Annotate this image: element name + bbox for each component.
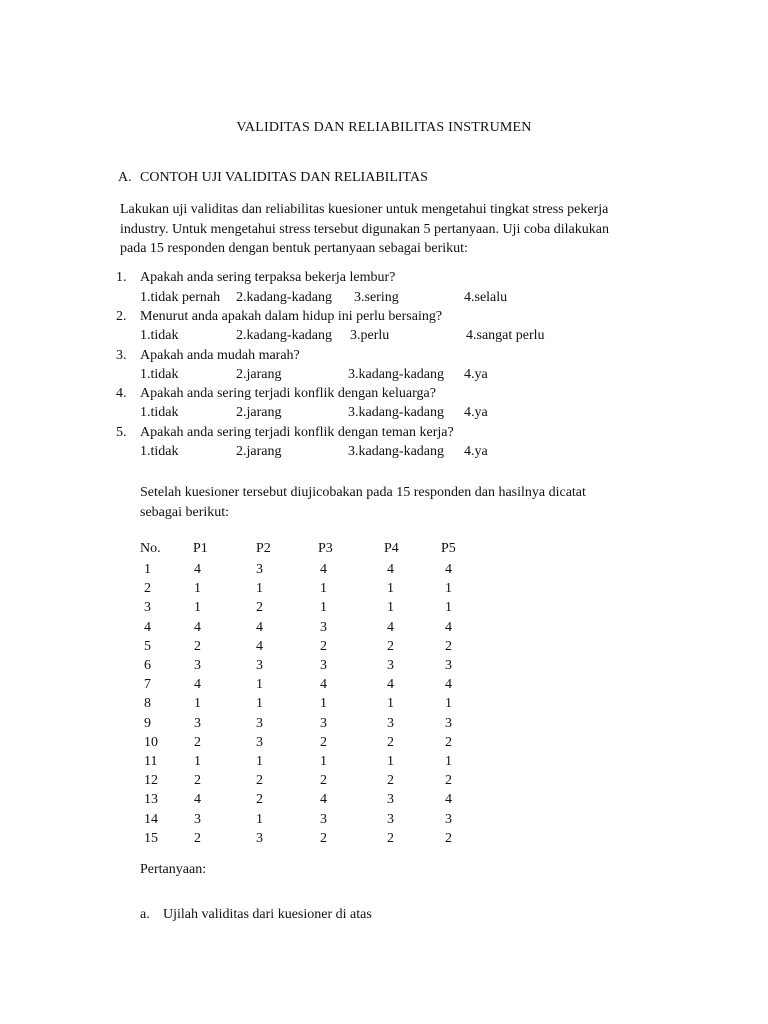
table-header-cell: P1: [193, 541, 208, 556]
question-text: Apakah anda sering terpaksa bekerja lembur?: [140, 270, 396, 285]
table-cell: 3: [320, 811, 327, 827]
table-cell: 4: [445, 792, 452, 808]
table-cell: 3: [194, 811, 201, 827]
table-cell: 3: [320, 619, 327, 635]
answer-option: 1.tidak: [140, 405, 179, 420]
answer-option: 3.kadang-kadang: [348, 444, 445, 459]
table-cell: 1: [256, 696, 263, 712]
question-item-letter: a.: [140, 907, 150, 922]
answer-option: 2.kadang-kadang: [236, 290, 333, 305]
table-cell: 4: [387, 562, 394, 577]
table-row-number: 12: [144, 773, 158, 789]
table-cell: 1: [387, 581, 394, 597]
table-cell: 3: [320, 658, 327, 673]
question-number: 2.: [116, 309, 127, 324]
table-cell: 4: [194, 792, 201, 808]
intro-line: Lakukan uji validitas dan reliabilitas kuesioner untuk mengetahui tingkat stress pekerja: [120, 202, 609, 217]
table-cell: 3: [256, 562, 263, 577]
question-text: Apakah anda sering terjadi konflik dengan teman kerja?: [140, 425, 454, 440]
table-cell: 3: [194, 715, 201, 731]
table-cell: 2: [320, 638, 327, 654]
table-cell: 4: [256, 638, 263, 654]
table-cell: 4: [445, 562, 452, 577]
table-cell: 3: [256, 715, 263, 731]
answer-option: 1.tidak: [140, 444, 179, 459]
table-row-number: 8: [144, 696, 151, 712]
question-text: Apakah anda sering terjadi konflik dengan keluarga?: [140, 386, 436, 401]
table-header-cell: P2: [256, 541, 271, 556]
table-cell: 1: [256, 754, 263, 769]
table-row-number: 6: [144, 658, 151, 673]
table-cell: 4: [194, 619, 201, 635]
table-cell: 4: [445, 619, 452, 635]
table-cell: 3: [194, 658, 201, 673]
table-cell: 4: [194, 562, 201, 577]
table-row-number: 13: [144, 792, 158, 808]
table-cell: 3: [256, 658, 263, 673]
question-number: 4.: [116, 386, 127, 401]
table-row-number: 7: [144, 677, 151, 693]
question-text: Menurut anda apakah dalam hidup ini perlu bersaing?: [140, 309, 443, 324]
table-cell: 3: [387, 658, 394, 673]
table-cell: 4: [194, 677, 201, 693]
table-row-number: 5: [144, 638, 151, 654]
answer-option: 1.tidak pernah: [140, 290, 221, 305]
table-row-number: 1: [144, 562, 151, 577]
table-cell: 2: [320, 773, 327, 789]
table-cell: 2: [445, 830, 452, 846]
table-cell: 3: [445, 811, 452, 827]
question-item-text: Ujilah validitas dari kuesioner di atas: [163, 907, 372, 922]
answer-option: 4.ya: [464, 367, 488, 382]
table-header-cell: P3: [318, 541, 333, 556]
table-cell: 1: [445, 581, 452, 597]
table-cell: 2: [445, 638, 452, 654]
section-letter: A.: [118, 170, 132, 185]
question-number: 5.: [116, 425, 127, 440]
table-cell: 1: [320, 696, 327, 712]
answer-option: 1.tidak: [140, 328, 179, 343]
answer-option: 3.perlu: [350, 328, 390, 343]
table-cell: 1: [194, 696, 201, 712]
answer-option: 2.kadang-kadang: [236, 328, 333, 343]
intro-line: pada 15 responden dengan bentuk pertanyaan sebagai berikut:: [120, 241, 468, 256]
table-cell: 3: [320, 715, 327, 731]
table-cell: 2: [256, 600, 263, 616]
section-title: CONTOH UJI VALIDITAS DAN RELIABILITAS: [140, 170, 428, 185]
answer-option: 2.jarang: [236, 367, 282, 382]
table-cell: 3: [445, 715, 452, 731]
table-cell: 1: [387, 754, 394, 769]
question-number: 1.: [116, 270, 127, 285]
table-cell: 3: [256, 830, 263, 846]
table-cell: 1: [256, 811, 263, 827]
intro-line: industry. Untuk mengetahui stress tersebut digunakan 5 pertanyaan. Uji coba dilakukan: [120, 221, 609, 237]
table-cell: 3: [387, 811, 394, 827]
table-cell: 4: [445, 677, 452, 693]
table-cell: 2: [320, 830, 327, 846]
table-cell: 3: [256, 734, 263, 750]
question-text: Apakah anda mudah marah?: [140, 348, 300, 363]
table-cell: 1: [387, 600, 394, 616]
answer-option: 2.jarang: [236, 444, 282, 459]
table-cell: 2: [387, 830, 394, 846]
table-cell: 4: [387, 677, 394, 693]
questions-label: Pertanyaan:: [140, 862, 207, 877]
answer-option: 3.kadang-kadang: [348, 367, 445, 382]
table-row-number: 9: [144, 715, 151, 731]
intro-paragraph: [120, 200, 680, 259]
results-intro: [140, 483, 586, 522]
table-cell: 1: [194, 581, 201, 597]
answer-option: 3.sering: [354, 290, 399, 305]
table-row-number: 2: [144, 581, 151, 597]
table-cell: 2: [445, 734, 452, 750]
answer-option: 2.jarang: [236, 405, 282, 420]
table-cell: 2: [194, 734, 201, 750]
table-cell: 2: [194, 638, 201, 654]
table-row-number: 15: [144, 830, 158, 846]
table-header-cell: P4: [384, 541, 399, 556]
table-cell: 1: [445, 754, 452, 769]
answer-option: 4.selalu: [464, 290, 508, 305]
table-cell: 2: [194, 830, 201, 846]
answer-option: 4.sangat perlu: [466, 328, 545, 343]
answer-option: 4.ya: [464, 444, 488, 459]
answer-option: 3.kadang-kadang: [348, 405, 445, 420]
table-cell: 1: [445, 600, 452, 616]
results-intro-line: sebagai berikut:: [140, 504, 230, 520]
table-row-number: 4: [144, 619, 151, 635]
table-cell: 1: [320, 754, 327, 769]
table-cell: 1: [256, 581, 263, 597]
table-row-number: 10: [144, 734, 158, 750]
question-number: 3.: [116, 348, 127, 363]
table-cell: 2: [387, 638, 394, 654]
table-cell: 2: [387, 734, 394, 750]
table-cell: 2: [320, 734, 327, 750]
table-cell: 2: [194, 773, 201, 789]
table-cell: 2: [445, 773, 452, 789]
table-cell: 4: [320, 677, 327, 693]
table-cell: 1: [194, 600, 201, 616]
table-cell: 1: [445, 696, 452, 712]
results-intro-line: Setelah kuesioner tersebut diujicobakan pada 15 responden dan hasilnya dicatat: [140, 485, 586, 500]
table-row-number: 11: [144, 754, 158, 769]
table-cell: 3: [445, 658, 452, 673]
table-cell: 2: [387, 773, 394, 789]
table-cell: 1: [320, 600, 327, 616]
table-cell: 3: [387, 792, 394, 808]
table-header-cell: No.: [140, 541, 161, 556]
table-cell: 3: [387, 715, 394, 731]
table-cell: 2: [256, 792, 263, 808]
table-cell: 4: [320, 562, 327, 577]
table-cell: 1: [256, 677, 263, 693]
table-cell: 2: [256, 773, 263, 789]
table-cell: 1: [194, 754, 201, 769]
table-cell: 1: [320, 581, 327, 597]
answer-option: 4.ya: [464, 405, 488, 420]
document-title: VALIDITAS DAN RELIABILITAS INSTRUMEN: [236, 120, 532, 135]
table-header-cell: P5: [441, 541, 456, 556]
table-row-number: 3: [144, 600, 151, 616]
table-cell: 4: [256, 619, 263, 635]
table-row-number: 14: [144, 811, 158, 827]
table-cell: 1: [387, 696, 394, 712]
table-cell: 4: [320, 792, 327, 808]
table-cell: 4: [387, 619, 394, 635]
answer-option: 1.tidak: [140, 367, 179, 382]
